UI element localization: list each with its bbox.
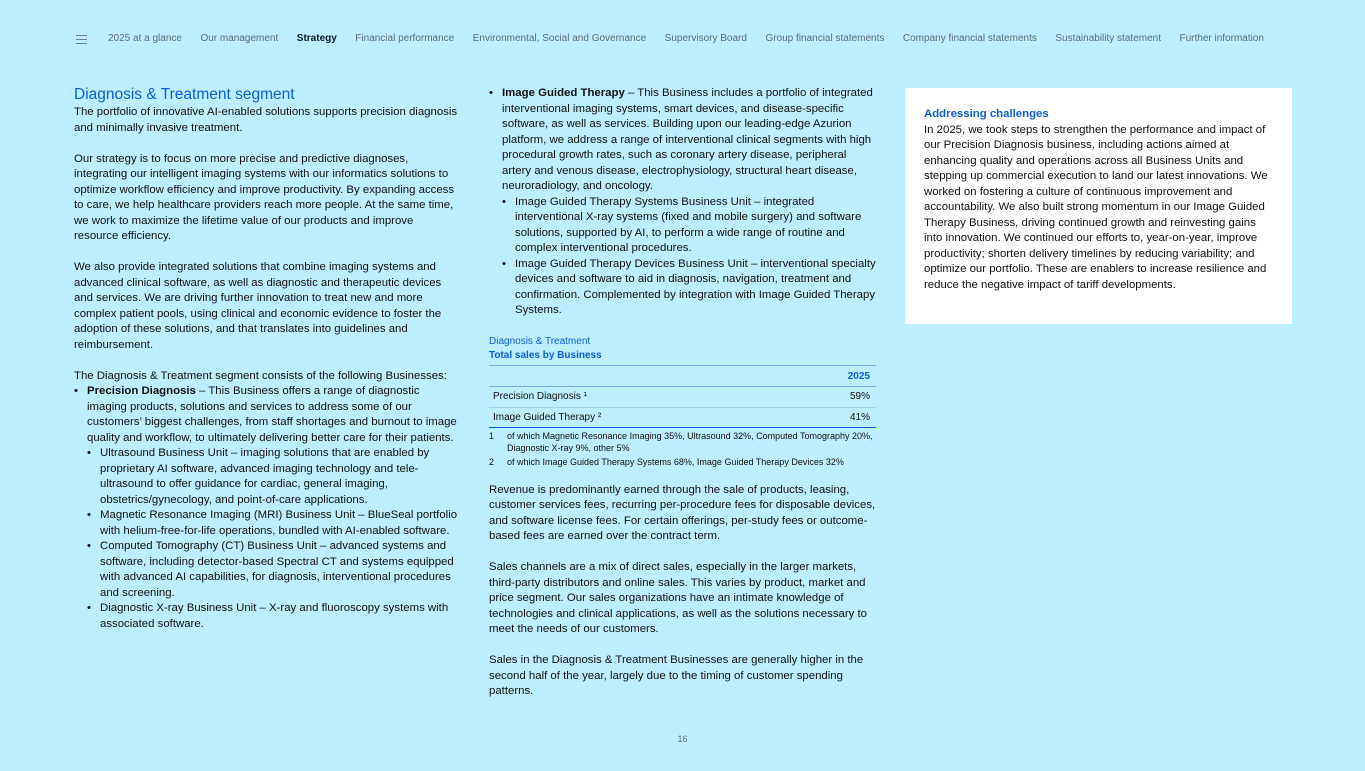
strategy-paragraph: Our strategy is to focus on more precise and predictive diagnoses, integrating our intelligent imaging systems with our informatics solutions to optimize workflow efficiency and improve productivity. By expanding access to care, we help healthcare providers reach more people. At the same time, we work to maximize the lifetime value of our products and improve resource efficiency. xyxy=(74,152,455,242)
top-navigation xyxy=(76,28,1325,48)
table-footnotes xyxy=(489,431,877,469)
box-text: In 2025, we took steps to strengthen the performance and impact of our Precision Diagnosis business, including actions aimed at enhancing quality and operations across all Business Units and stepping up commercial execution to land our latest innovations. We worked on fostering a culture of continuous improvement and accountability. We also built strong momentum in our Image Guided Therapy Business, driving continued growth and reinvesting gains into innovation. We continued our efforts to, year-on-year, improve productivity; shorten delivery timelines by reducing variability; and optimize our portfolio. These are enablers to increase resilience and reduce the negative impact of tariff developments. xyxy=(924,123,1268,291)
addressing-challenges-box xyxy=(905,88,1292,324)
table-row xyxy=(489,387,876,408)
row-value: 59% xyxy=(793,387,876,408)
list-item: • Magnetic Resonance Imaging (MRI) Business Unit – BlueSeal portfolio with helium-free-for-life operations, bundled with AI-enabled software. xyxy=(87,508,460,539)
sales-by-business-table xyxy=(489,365,876,429)
table-caption: Diagnosis & Treatment xyxy=(489,335,591,347)
footnote xyxy=(489,431,877,454)
business-list-continued xyxy=(489,86,877,195)
nav-item-esg[interactable]: Environmental, Social and Governance xyxy=(472,32,647,44)
nav-item-our-management[interactable]: Our management xyxy=(200,32,279,44)
section-title: Diagnosis & Treatment segment xyxy=(74,86,295,103)
row-value: 41% xyxy=(793,407,876,428)
image-guided-therapy-units xyxy=(502,195,877,319)
table-title: Total sales by Business xyxy=(489,349,602,361)
footnote-text: of which Image Guided Therapy Systems 68%, Image Guided Therapy Devices 32% xyxy=(507,457,844,467)
box-title: Addressing challenges xyxy=(924,108,1049,120)
nav-item-supervisory-board[interactable]: Supervisory Board xyxy=(664,32,747,44)
sales-channels-paragraph: Sales channels are a mix of direct sales, especially in the larger markets, third-party distributors and online sales. This varies by product, market and price segment. Our sales organizations have an intimate knowledge of technologies and clinical applications, as well as the solutions necessary to meet the needs of our customers. xyxy=(489,561,868,635)
intro-paragraph: The portfolio of innovative AI-enabled solutions supports precision diagnosis and minimally invasive treatment. xyxy=(74,106,458,134)
nav-item-company-financial-statements[interactable]: Company financial statements xyxy=(902,32,1037,44)
image-guided-therapy-text: – This Business includes a portfolio of integrated interventional imaging systems, smart devices, and disease-specific software, as well as services. Building upon our leading-edge Azurion platform, we address a range of interventional clinical segments with high procedural growth rates, such as coronary artery disease, peripheral artery and venous disease, electrophysiology, structural heart disease, neuroradiology, and oncology. xyxy=(502,87,873,192)
nav-item-strategy[interactable]: Strategy xyxy=(296,32,337,44)
table-row xyxy=(489,407,876,428)
hamburger-menu-icon[interactable] xyxy=(76,35,87,44)
footnote xyxy=(489,457,877,469)
list-item: • Computed Tomography (CT) Business Unit – advanced systems and software, including detector-based Spectral CT and systems equipped with advanced AI capabilities, for diagnosis, interventional procedures and screening. xyxy=(87,539,460,601)
footnote-number: 2 xyxy=(489,457,495,467)
nav-item-2025-at-a-glance[interactable]: 2025 at a glance xyxy=(108,32,182,44)
footnote-text: of which Magnetic Resonance Imaging 35%, Ultrasound 32%, Computed Tomography 20%, Diagnostic X-ray 9%, other 5% xyxy=(507,431,873,453)
seasonality-paragraph: Sales in the Diagnosis & Treatment Businesses are generally higher in the second half of the year, largely due to the timing of customer spending patterns. xyxy=(489,654,864,697)
revenue-paragraph: Revenue is predominantly earned through the sale of products, leasing, customer services fees, recurring per-procedure fees for disposable devices, and software license fees. For certain offerings, per-study fees or outcome-based fees are earned over the contract term. xyxy=(489,483,876,542)
list-item-precision-diagnosis xyxy=(74,384,460,446)
precision-diagnosis-text: – This Business offers a range of diagnostic imaging products, solutions and services to address some of our customers’ biggest challenges, from staff shortages and burnout to image quality and workflow, to ultimately delivering better care for their patients. xyxy=(87,385,457,444)
row-label: Precision Diagnosis ¹ xyxy=(489,387,793,408)
businesses-intro: The Diagnosis & Treatment segment consists of the following Businesses: xyxy=(74,369,447,382)
precision-diagnosis-label: Precision Diagnosis xyxy=(87,385,196,397)
list-item: • Image Guided Therapy Systems Business Unit – integrated interventional X-ray systems (fixed and mobile surgery) and software solutions, supported by AI, to perform a wide range of routine and complex interventional procedures. xyxy=(502,195,877,257)
row-label: Image Guided Therapy ² xyxy=(489,407,793,428)
list-item: • Diagnostic X-ray Business Unit – X-ray and fluoroscopy systems with associated software. xyxy=(87,601,460,632)
solutions-paragraph: We also provide integrated solutions that combine imaging systems and advanced clinical software, as well as diagnostic and therapeutic devices and services. We are driving further innovation to treat new and more complex patient pools, using clinical and economic evidence to foster the adoption of these solutions, and that translates into guidelines and reimbursement. xyxy=(74,261,442,351)
precision-diagnosis-units xyxy=(87,446,460,632)
left-column xyxy=(74,86,460,632)
list-item-image-guided-therapy xyxy=(489,86,877,195)
column-header-2025: 2025 xyxy=(793,365,876,387)
nav-item-sustainability-statement[interactable]: Sustainability statement xyxy=(1055,32,1161,44)
image-guided-therapy-label: Image Guided Therapy xyxy=(502,87,625,99)
table-header-row xyxy=(489,365,876,387)
page-number: 16 xyxy=(677,734,688,744)
list-item: • Image Guided Therapy Devices Business Unit – interventional specialty devices and software to aid in diagnosis, navigation, treatment and confirmation. Complemented by integration with Image Guided Therapy Systems. xyxy=(502,257,877,319)
business-list xyxy=(74,384,460,446)
footnote-number: 1 xyxy=(489,431,495,441)
middle-column xyxy=(489,86,877,715)
nav-item-financial-performance[interactable]: Financial performance xyxy=(355,32,455,44)
nav-item-group-financial-statements[interactable]: Group financial statements xyxy=(765,32,885,44)
list-item: • Ultrasound Business Unit – imaging solutions that are enabled by proprietary AI software, advanced imaging technology and tele-ultrasound to offer guidance for cardiac, general imaging, obstetrics/gynecology, and point-of-care applications. xyxy=(87,446,460,508)
nav-item-further-information[interactable]: Further information xyxy=(1179,32,1264,44)
